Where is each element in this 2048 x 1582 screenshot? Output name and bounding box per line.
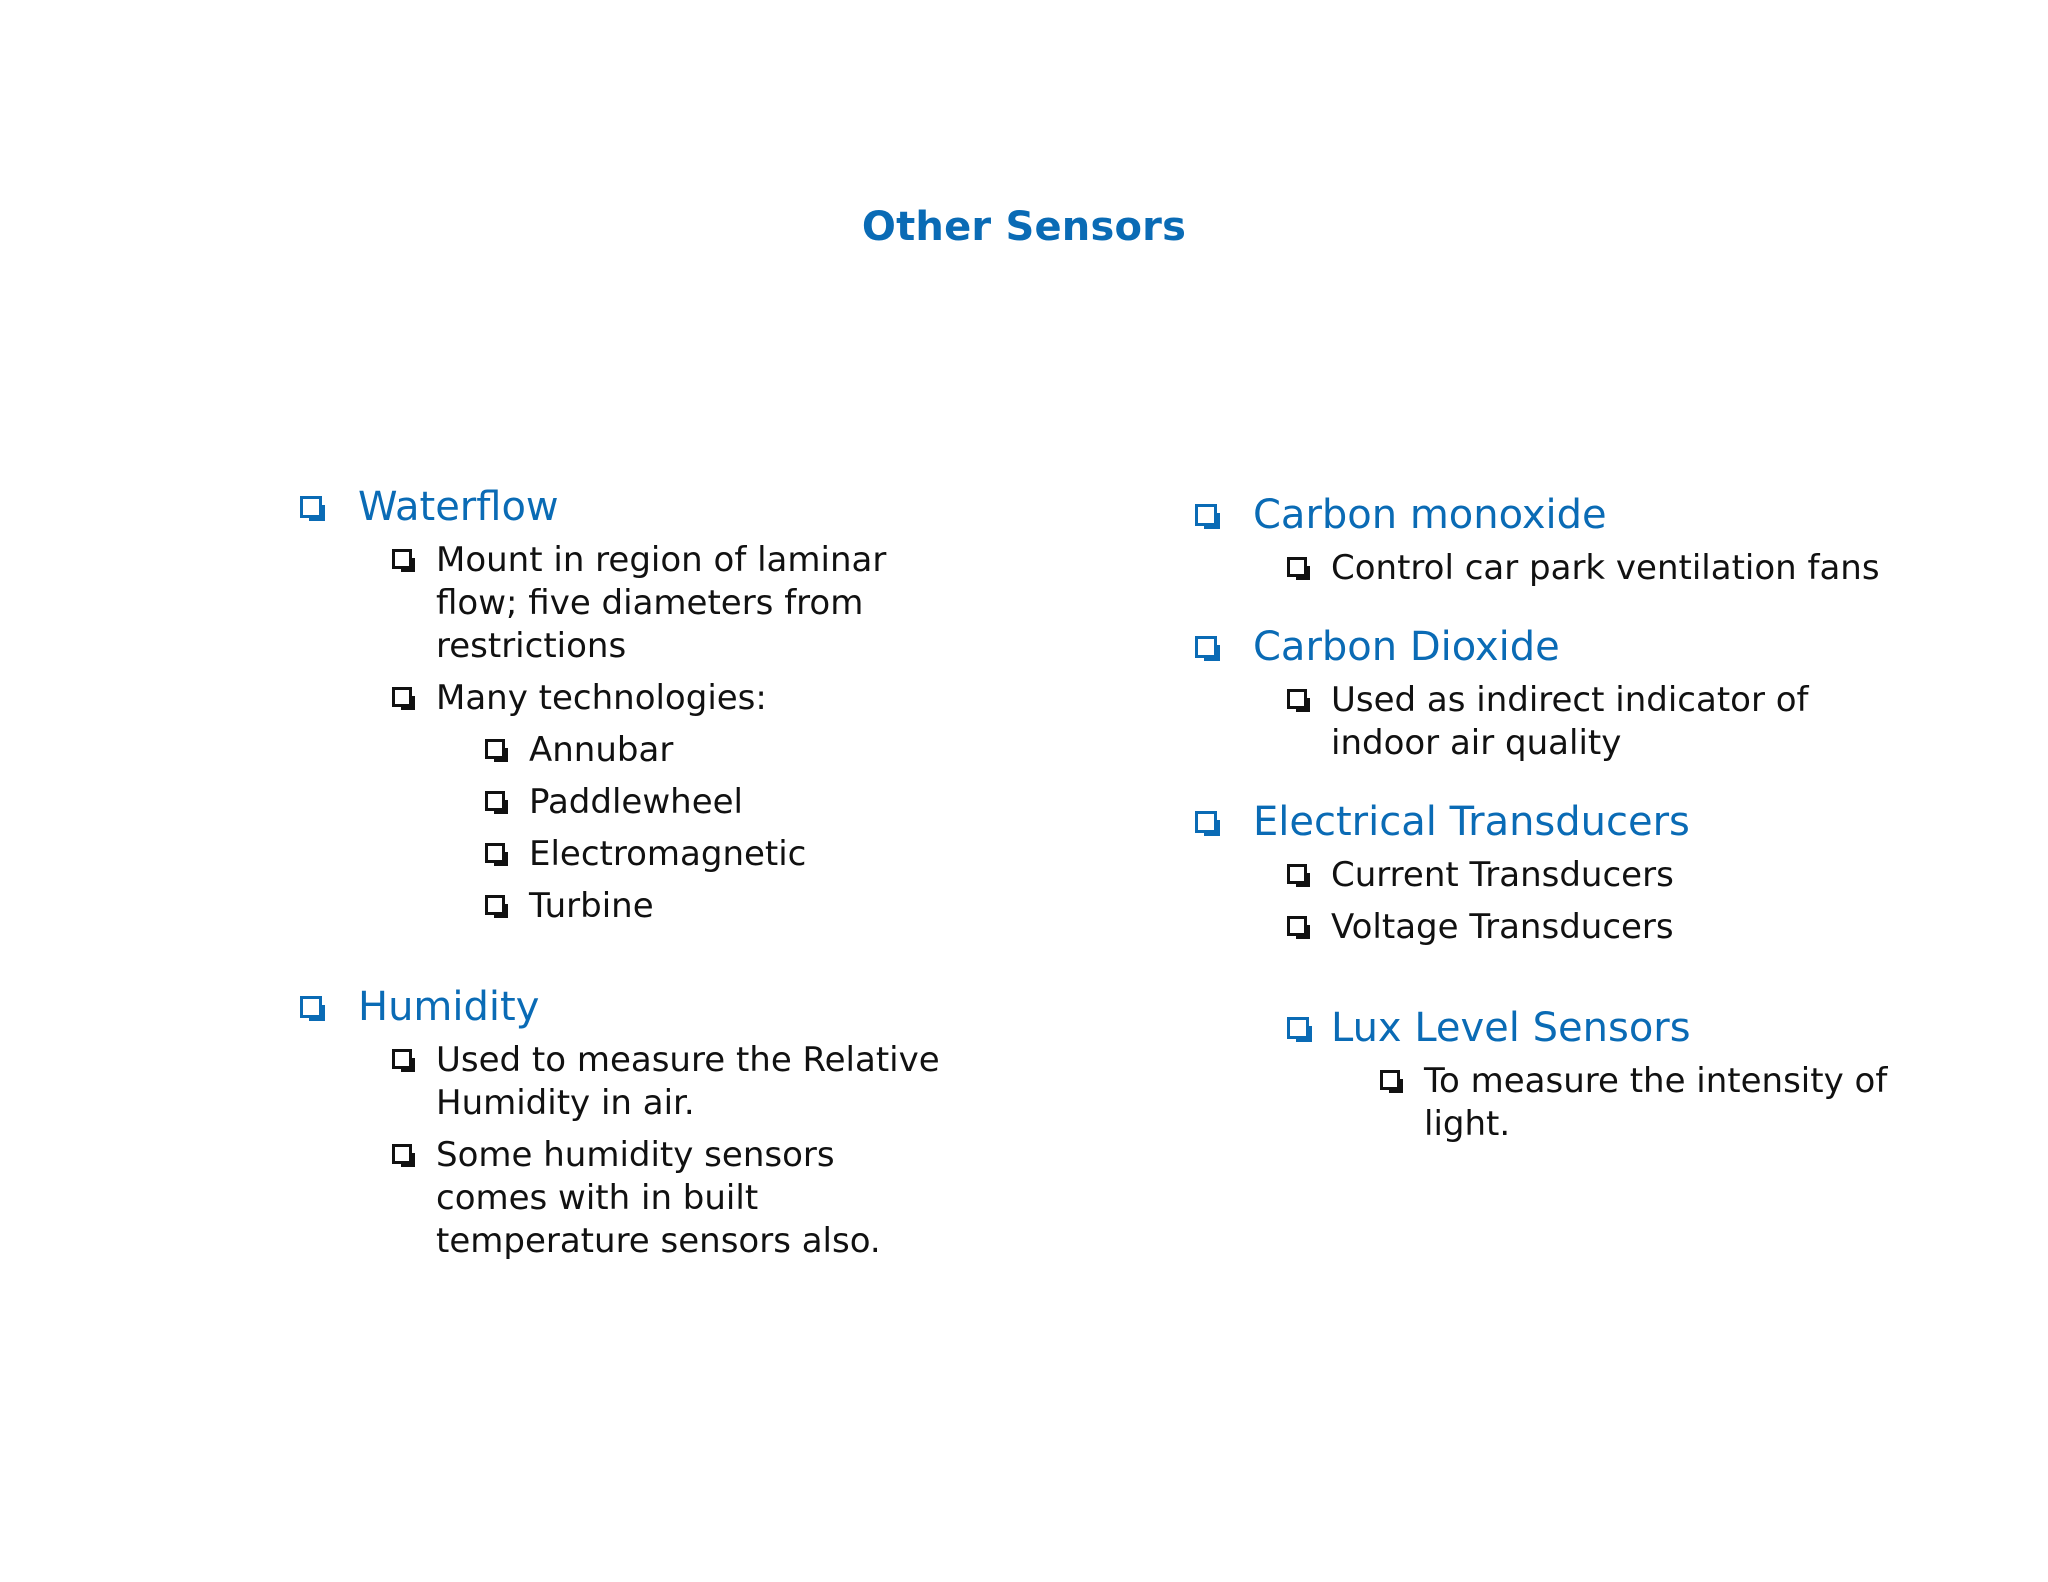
checkbox-bullet-icon: [485, 791, 505, 811]
carbon-monoxide-heading-text: Carbon monoxide: [1253, 492, 1607, 538]
checkbox-bullet-icon: [392, 687, 412, 707]
bullet-text: Electromagnetic: [529, 834, 807, 874]
carbon-dioxide-heading: [1195, 624, 1915, 670]
bullet-text: To measure the intensity of light.: [1424, 1061, 1888, 1144]
checkbox-bullet-icon: [1287, 557, 1307, 577]
carbon-monoxide-heading: [1195, 492, 1915, 538]
checkbox-bullet-icon: [300, 496, 322, 518]
waterflow-bullet-laminar: [392, 539, 906, 668]
bullet-text: Mount in region of laminar flow; five diameters from restrictions: [436, 540, 887, 666]
left-column: [300, 484, 1000, 1263]
checkbox-bullet-icon: [300, 996, 322, 1018]
voltage-transducers-bullet: [1287, 906, 1915, 949]
checkbox-bullet-icon: [1287, 689, 1307, 709]
bullet-text: Turbine: [529, 886, 654, 926]
checkbox-bullet-icon: [1195, 504, 1217, 526]
technology-paddlewheel: [485, 781, 1000, 824]
checkbox-bullet-icon: [485, 895, 505, 915]
carbon-dioxide-heading-text: Carbon Dioxide: [1253, 624, 1560, 670]
bullet-text: Annubar: [529, 730, 674, 770]
electrical-transducers-heading-text: Electrical Transducers: [1253, 799, 1690, 845]
waterflow-bullet-technologies: [392, 677, 1000, 720]
checkbox-bullet-icon: [1380, 1070, 1400, 1090]
bullet-text: Used to measure the Relative Humidity in air.: [436, 1040, 940, 1123]
electrical-transducers-heading: [1195, 799, 1915, 845]
bullet-text: Current Transducers: [1331, 855, 1674, 895]
bullet-text: Some humidity sensors comes with in built temperature sensors also.: [436, 1135, 881, 1261]
technology-electromagnetic: [485, 833, 1000, 876]
right-column: [1195, 492, 1915, 1146]
carbon-monoxide-bullet: [1287, 547, 1915, 590]
checkbox-bullet-icon: [1287, 1017, 1309, 1039]
waterflow-heading-text: Waterflow: [358, 484, 559, 530]
technology-annubar: [485, 729, 1000, 772]
lux-level-heading: [1287, 1005, 1915, 1051]
checkbox-bullet-icon: [1195, 811, 1217, 833]
checkbox-bullet-icon: [485, 843, 505, 863]
checkbox-bullet-icon: [1287, 916, 1307, 936]
humidity-bullet-relative: [392, 1039, 956, 1125]
checkbox-bullet-icon: [392, 1144, 412, 1164]
carbon-dioxide-bullet: [1287, 679, 1871, 765]
lux-level-bullet: [1380, 1060, 1934, 1146]
waterflow-heading: [300, 484, 1000, 530]
bullet-text: Used as indirect indicator of indoor air quality: [1331, 680, 1809, 763]
lux-level-heading-text: Lux Level Sensors: [1331, 1005, 1691, 1051]
checkbox-bullet-icon: [392, 1049, 412, 1069]
bullet-text: Paddlewheel: [529, 782, 743, 822]
checkbox-bullet-icon: [392, 549, 412, 569]
checkbox-bullet-icon: [1287, 864, 1307, 884]
checkbox-bullet-icon: [485, 739, 505, 759]
humidity-heading-text: Humidity: [358, 984, 540, 1030]
checkbox-bullet-icon: [1195, 636, 1217, 658]
humidity-heading: [300, 984, 1000, 1030]
technology-turbine: [485, 885, 1000, 928]
current-transducers-bullet: [1287, 854, 1915, 897]
slide-title: Other Sensors: [861, 204, 1187, 250]
bullet-text: Many technologies:: [436, 678, 767, 718]
bullet-text: Control car park ventilation fans: [1331, 548, 1880, 588]
humidity-bullet-temperature: [392, 1134, 956, 1263]
bullet-text: Voltage Transducers: [1331, 907, 1674, 947]
